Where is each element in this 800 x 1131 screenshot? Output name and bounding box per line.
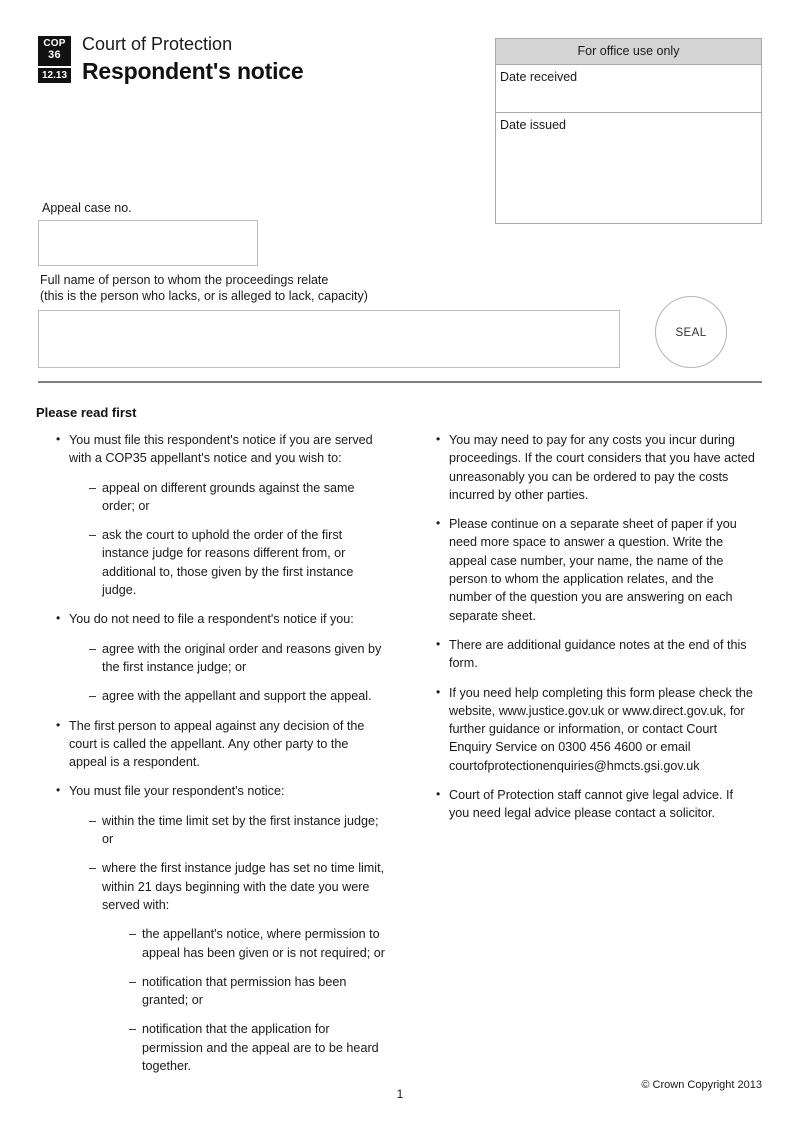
bullet-sublist-l2: [89, 812, 386, 1076]
header-titles: [82, 33, 303, 85]
bullet-text: • Court of Protection staff cannot give legal advice. If you need legal advice please contact a solicitor.: [449, 788, 733, 821]
fullname-label-line2: (this is the person who lacks, or is alleged to lack, capacity): [40, 289, 368, 303]
bullet-text: • You may need to pay for any costs you incur during proceedings. If the court considers that you have acted unreasonably you can be ordered to pay the costs incurred by other parties.: [449, 433, 755, 502]
court-name: Court of Protection: [82, 34, 233, 54]
right-bullet-list: [436, 431, 756, 823]
cop-logo-date: 12.13: [38, 68, 71, 83]
date-received-label: Date received: [500, 70, 578, 84]
seal-placeholder: SEAL: [655, 296, 727, 368]
bullet-item-l1: [436, 684, 756, 775]
page-title: Respondent's notice: [82, 58, 304, 84]
bullet-item-l1: [56, 610, 386, 705]
bullet-sublist-l2: [89, 640, 386, 706]
bullet-item-l1: [436, 786, 756, 823]
bullet-text: – agree with the appellant and support the appeal.: [102, 689, 372, 704]
bullet-text: – within the time limit set by the first instance judge; or: [102, 813, 379, 847]
bullet-item-l1: [436, 431, 756, 504]
office-use-heading: For office use only: [496, 39, 761, 65]
bullet-item-l3: [129, 925, 386, 962]
fullname-label-line1: Full name of person to whom the proceedings relate: [40, 273, 329, 287]
fullname-label: [40, 272, 368, 304]
read-first-heading: Please read first: [36, 405, 137, 420]
cop-logo-code: COP: [43, 38, 66, 49]
cop-logo-top: [38, 36, 71, 66]
bullet-item-l2: [89, 812, 386, 849]
bullet-item-l1: [56, 717, 386, 772]
bullet-item-l2: [89, 526, 386, 599]
bullet-text: • You do not need to file a respondent's notice if you:: [69, 612, 354, 627]
section-divider: [38, 381, 762, 383]
copyright-notice: © Crown Copyright 2013: [641, 1079, 762, 1091]
appeal-case-label: Appeal case no.: [42, 201, 132, 215]
bullet-item-l2: [89, 687, 386, 705]
bullet-text: – ask the court to uphold the order of the first instance judge for reasons different from, or additional to, those given by the first instance judge.: [102, 528, 354, 598]
date-issued-cell[interactable]: [496, 113, 761, 223]
read-first-left-column: [56, 431, 386, 1075]
bullet-text: • Please continue on a separate sheet of paper if you need more space to answer a question. Write the appeal case number, your name, the name of the person to whom the application relates, and the number of the question you are answering on each separate sheet.: [449, 517, 737, 623]
bullet-item-l2: [89, 640, 386, 677]
bullet-item-l1: [436, 515, 756, 625]
bullet-item-l2: [89, 479, 386, 516]
bullet-text: • The first person to appeal against any decision of the court is called the appellant. Any other party to the appeal is a respondent.: [69, 718, 365, 770]
bullet-text: – the appellant's notice, where permission to appeal has been given or is not required; or: [142, 927, 385, 960]
fullname-input[interactable]: [38, 310, 620, 368]
bullet-text: – where the first instance judge has set no time limit, within 21 days beginning with the date you were served with:: [102, 861, 385, 912]
bullet-text: • There are additional guidance notes at the end of this form.: [449, 637, 747, 671]
bullet-sublist-l2: [89, 479, 386, 600]
bullet-item-l3: [129, 973, 386, 1010]
read-first-right-column: [436, 431, 756, 823]
left-bullet-list: [56, 431, 386, 1075]
bullet-item-l1: [436, 636, 756, 673]
bullet-text: • You must file this respondent's notice if you are served with a COP35 appellant's notice and you wish to:: [69, 433, 373, 466]
date-issued-label: Date issued: [500, 118, 567, 132]
bullet-item-l1: [56, 782, 386, 1075]
date-received-cell[interactable]: [496, 65, 761, 113]
bullet-text: – appeal on different grounds against the same order; or: [102, 480, 355, 513]
bullet-item-l3: [129, 1020, 386, 1075]
bullet-item-l2: [89, 859, 386, 1075]
cop-logo-number: 36: [48, 49, 61, 61]
cop-logo: [38, 36, 71, 83]
bullet-item-l1: [56, 431, 386, 599]
appeal-case-input[interactable]: [38, 220, 258, 266]
page-number: 1: [396, 1087, 404, 1101]
bullet-text: – notification that the application for permission and the appeal are to be heard together.: [142, 1022, 379, 1074]
bullet-sublist-l3: [129, 925, 386, 1075]
bullet-text: • If you need help completing this form please check the website, www.justice.gov.uk or www.direct.gov.uk, for further guidance or information, or contact Court Enquiry Service on 0300 456 4600 or email courtofprotectionenquiries@hmcts.gsi.gov.uk: [449, 685, 753, 773]
bullet-text: – agree with the original order and reasons given by the first instance judge; or: [102, 641, 382, 674]
bullet-text: • You must file your respondent's notice:: [69, 784, 285, 799]
form-header: [38, 36, 458, 96]
bullet-text: – notification that permission has been granted; or: [142, 974, 347, 1008]
office-use-box: [495, 38, 762, 224]
